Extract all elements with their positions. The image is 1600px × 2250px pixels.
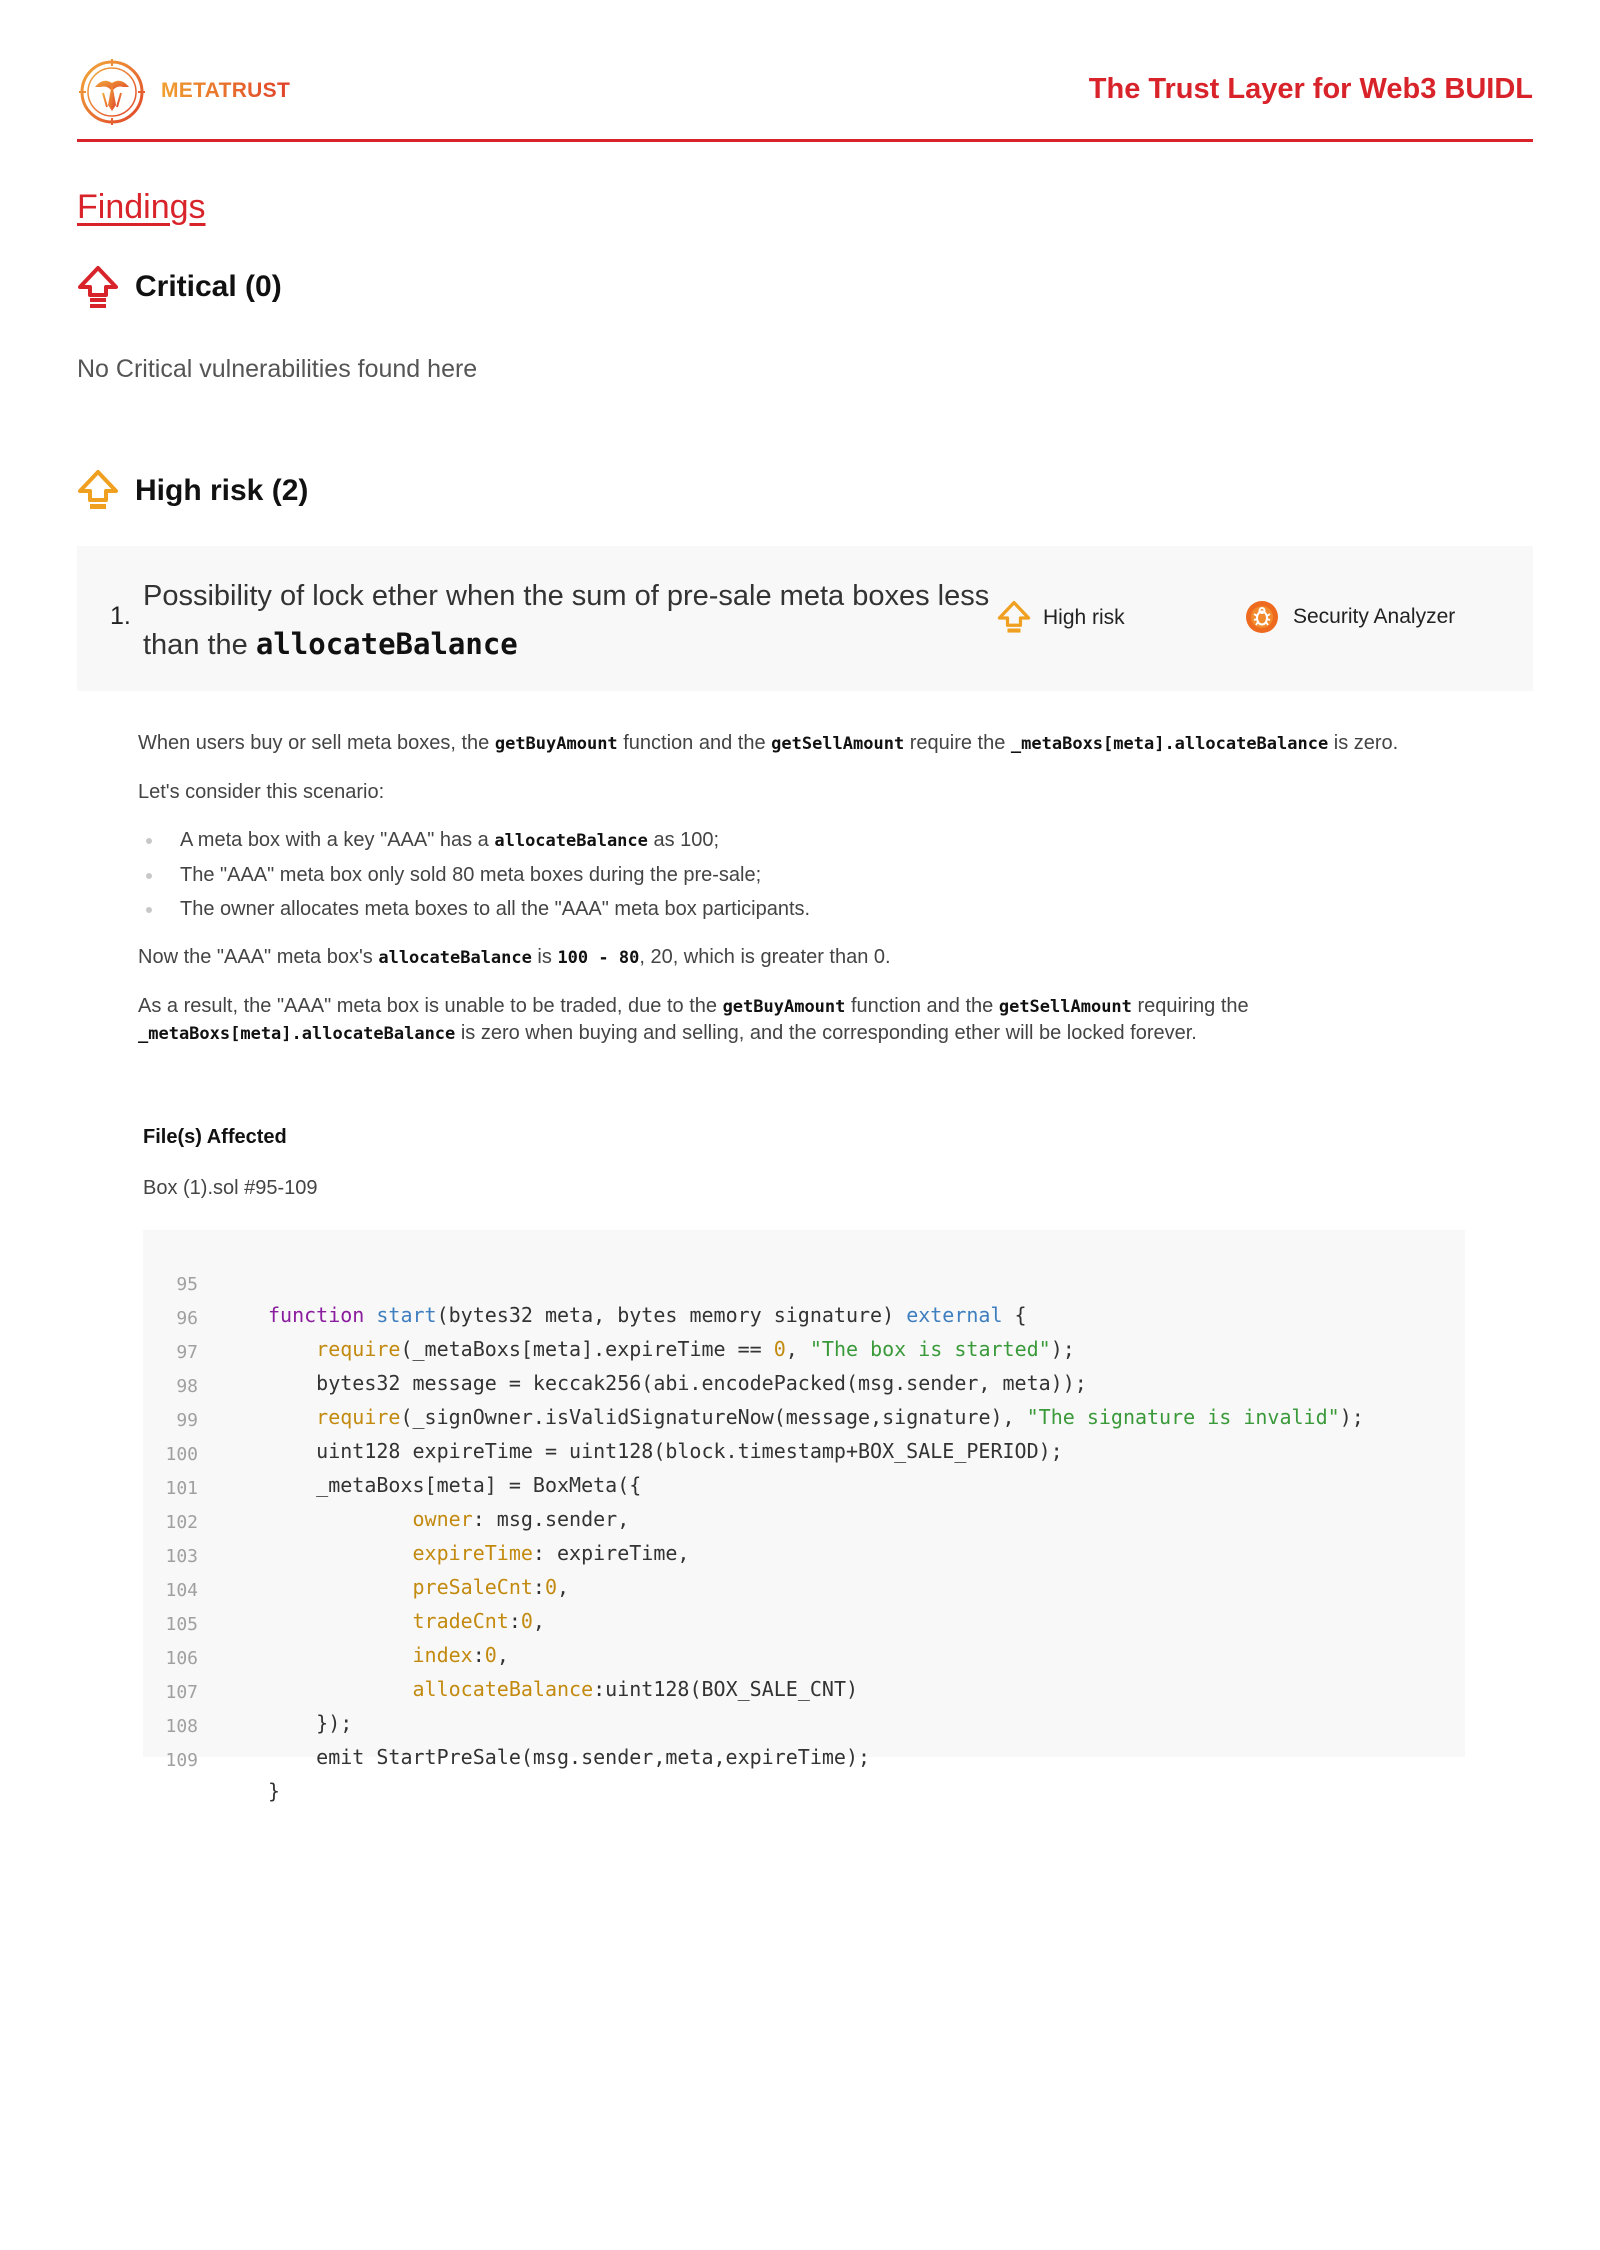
- text-span: As a result, the "AAA" meta box is unable to be traded, due to the: [138, 995, 723, 1017]
- line-number: 109: [165, 1750, 198, 1771]
- code-text: [268, 1402, 1364, 1432]
- code-token: (_metaBoxs[meta].expireTime ==: [400, 1337, 774, 1361]
- code-token: {: [1002, 1303, 1027, 1327]
- finding-title-code: allocateBalance: [255, 627, 518, 661]
- severity-tag: [997, 600, 1125, 636]
- inline-code: _metaBoxs[meta].allocateBalance: [1010, 734, 1329, 754]
- code-token: [268, 1507, 413, 1531]
- code-line: [143, 1716, 281, 1803]
- text-span: The "AAA" meta box only sold 80 meta boxes during the pre-sale;: [180, 864, 762, 886]
- code-text: [268, 1674, 858, 1704]
- code-text: uint128 expireTime = uint128(block.timestamp+BOX_SALE_PERIOD);: [268, 1439, 1063, 1463]
- metatrust-eagle-logo-icon: [77, 57, 147, 127]
- line-number: 103: [165, 1546, 198, 1567]
- code-token: external: [906, 1303, 1003, 1327]
- line-number: 108: [165, 1716, 198, 1737]
- code-token: preSaleCnt: [412, 1575, 533, 1599]
- code-text: [268, 1300, 1027, 1330]
- code-text: _metaBoxs[meta] = BoxMeta({: [268, 1473, 642, 1497]
- finding-number: 1.: [110, 602, 131, 630]
- code-token: 0: [544, 1575, 558, 1599]
- line-number: 107: [165, 1682, 198, 1703]
- description-paragraph-3: [138, 944, 1448, 971]
- code-token: [268, 1575, 413, 1599]
- inline-code: getSellAmount: [998, 997, 1132, 1017]
- code-token: ,: [785, 1337, 810, 1361]
- no-critical-message: No Critical vulnerabilities found here: [77, 355, 478, 383]
- inline-code: getBuyAmount: [722, 997, 846, 1017]
- high-risk-arrow-icon: [997, 600, 1031, 636]
- code-token: [268, 1541, 413, 1565]
- analyzer-tag-label: Security Analyzer: [1293, 605, 1456, 628]
- code-token: : msg.sender,: [472, 1507, 630, 1531]
- brand-name: METATRUST: [161, 79, 291, 102]
- list-item: [138, 827, 1448, 854]
- bullet-dot: [146, 873, 152, 879]
- text-span: require the: [904, 732, 1011, 754]
- code-token: ,: [496, 1643, 509, 1667]
- text-span: is: [531, 946, 558, 968]
- text-span: The owner allocates meta boxes to all the "AAA" meta box participants.: [180, 898, 811, 920]
- list-item: [138, 896, 1448, 922]
- code-token: :: [472, 1643, 485, 1667]
- header-tagline: The Trust Layer for Web3 BUIDL: [1088, 73, 1533, 105]
- code-token: : expireTime,: [532, 1541, 690, 1565]
- high-risk-arrow-icon: [77, 469, 119, 513]
- severity-tag-label: High risk: [1043, 606, 1125, 629]
- inline-code: 100 - 80: [557, 948, 640, 968]
- high-risk-label: High risk (2): [135, 474, 309, 507]
- code-token: [268, 1405, 316, 1429]
- line-number: 96: [176, 1308, 198, 1329]
- line-number: 102: [165, 1512, 198, 1533]
- code-token: [268, 1609, 413, 1633]
- code-token: (bytes32 meta, bytes memory signature): [436, 1303, 907, 1327]
- bullet-dot: [146, 907, 152, 913]
- code-token: ,: [532, 1609, 545, 1633]
- text-span: A meta box with a key "AAA" has a: [180, 829, 495, 851]
- analyzer-tag: [1245, 600, 1455, 634]
- code-text: [268, 1334, 1075, 1364]
- line-number: 99: [176, 1410, 198, 1431]
- code-token: allocateBalance: [412, 1677, 594, 1701]
- code-token: tradeCnt: [412, 1609, 509, 1633]
- text-span: as 100;: [647, 829, 720, 851]
- code-token: );: [1339, 1405, 1364, 1429]
- code-text: [268, 1606, 545, 1636]
- files-affected-value: Box (1).sol #95-109: [143, 1177, 318, 1199]
- finding-title-text: Possibility of lock ether when the sum of pre-sale meta boxes less than the: [143, 580, 990, 661]
- code-token: owner: [412, 1507, 473, 1531]
- bug-icon: [1245, 600, 1279, 634]
- code-token: 0: [773, 1337, 786, 1361]
- finding-description: [138, 730, 1448, 1069]
- files-affected-heading: File(s) Affected: [143, 1126, 287, 1148]
- code-block: [143, 1230, 1465, 1803]
- line-number: 106: [165, 1648, 198, 1669]
- code-token: );: [1050, 1337, 1075, 1361]
- code-text: });: [268, 1711, 353, 1735]
- findings-heading[interactable]: Findings: [77, 188, 206, 226]
- code-token: start: [364, 1303, 437, 1327]
- line-number: 100: [165, 1444, 198, 1465]
- text-span: function and the: [617, 732, 772, 754]
- list-item: [138, 862, 1448, 888]
- code-token: ,: [557, 1575, 570, 1599]
- description-paragraph-2: Let's consider this scenario:: [138, 781, 385, 803]
- code-text: [268, 1538, 689, 1568]
- code-token: :: [532, 1575, 545, 1599]
- code-text: [268, 1504, 629, 1534]
- critical-section-heading: [77, 262, 282, 312]
- line-number: 104: [165, 1580, 198, 1601]
- code-token: [268, 1677, 413, 1701]
- scenario-list: [138, 827, 1448, 922]
- critical-label: Critical (0): [135, 270, 282, 303]
- text-span: is zero.: [1328, 732, 1399, 754]
- code-token: :uint128(BOX_SALE_CNT): [593, 1677, 859, 1701]
- code-token: "The signature is invalid": [1026, 1405, 1340, 1429]
- bullet-dot: [146, 838, 152, 844]
- text-span: is zero when buying and selling, and the corresponding ether will be locked forever.: [455, 1022, 1197, 1044]
- critical-arrow-icon: [77, 265, 119, 309]
- line-number: 101: [165, 1478, 198, 1499]
- text-span: , 20, which is greater than 0.: [639, 946, 891, 968]
- line-number: 95: [176, 1274, 198, 1295]
- line-number: 98: [176, 1376, 198, 1397]
- code-token: require: [316, 1405, 401, 1429]
- text-span: When users buy or sell meta boxes, the: [138, 732, 495, 754]
- code-token: 0: [520, 1609, 533, 1633]
- code-text: [268, 1572, 569, 1602]
- inline-code: allocateBalance: [378, 948, 532, 968]
- code-token: [268, 1643, 413, 1667]
- inline-code: _metaBoxs[meta].allocateBalance: [138, 1024, 456, 1044]
- description-paragraph-1: [138, 730, 1448, 757]
- high-risk-section-heading: [77, 466, 308, 516]
- code-token: "The box is started": [809, 1337, 1051, 1361]
- line-number: 105: [165, 1614, 198, 1635]
- code-token: require: [316, 1337, 401, 1361]
- inline-code: allocateBalance: [494, 831, 648, 851]
- code-token: :: [508, 1609, 521, 1633]
- inline-code: getSellAmount: [771, 734, 905, 754]
- code-token: (_signOwner.isValidSignatureNow(message,signature),: [400, 1405, 1027, 1429]
- code-text: [268, 1640, 509, 1670]
- finding-card-1[interactable]: [77, 546, 1533, 691]
- code-text: bytes32 message = keccak256(abi.encodePacked(msg.sender, meta));: [268, 1371, 1087, 1395]
- code-token: function: [268, 1303, 365, 1327]
- page-header: [77, 55, 1533, 142]
- code-token: 0: [484, 1643, 497, 1667]
- line-number: 97: [176, 1342, 198, 1363]
- code-token: expireTime: [412, 1541, 533, 1565]
- finding-title: [143, 572, 993, 669]
- description-paragraph-4: [138, 993, 1448, 1047]
- code-token: [268, 1337, 316, 1361]
- code-token: index: [412, 1643, 473, 1667]
- code-text: }: [268, 1779, 281, 1803]
- inline-code: getBuyAmount: [494, 734, 618, 754]
- code-text: emit StartPreSale(msg.sender,meta,expireTime);: [268, 1745, 871, 1769]
- text-span: Now the "AAA" meta box's: [138, 946, 379, 968]
- text-span: function and the: [845, 995, 999, 1017]
- text-span: requiring the: [1131, 995, 1249, 1017]
